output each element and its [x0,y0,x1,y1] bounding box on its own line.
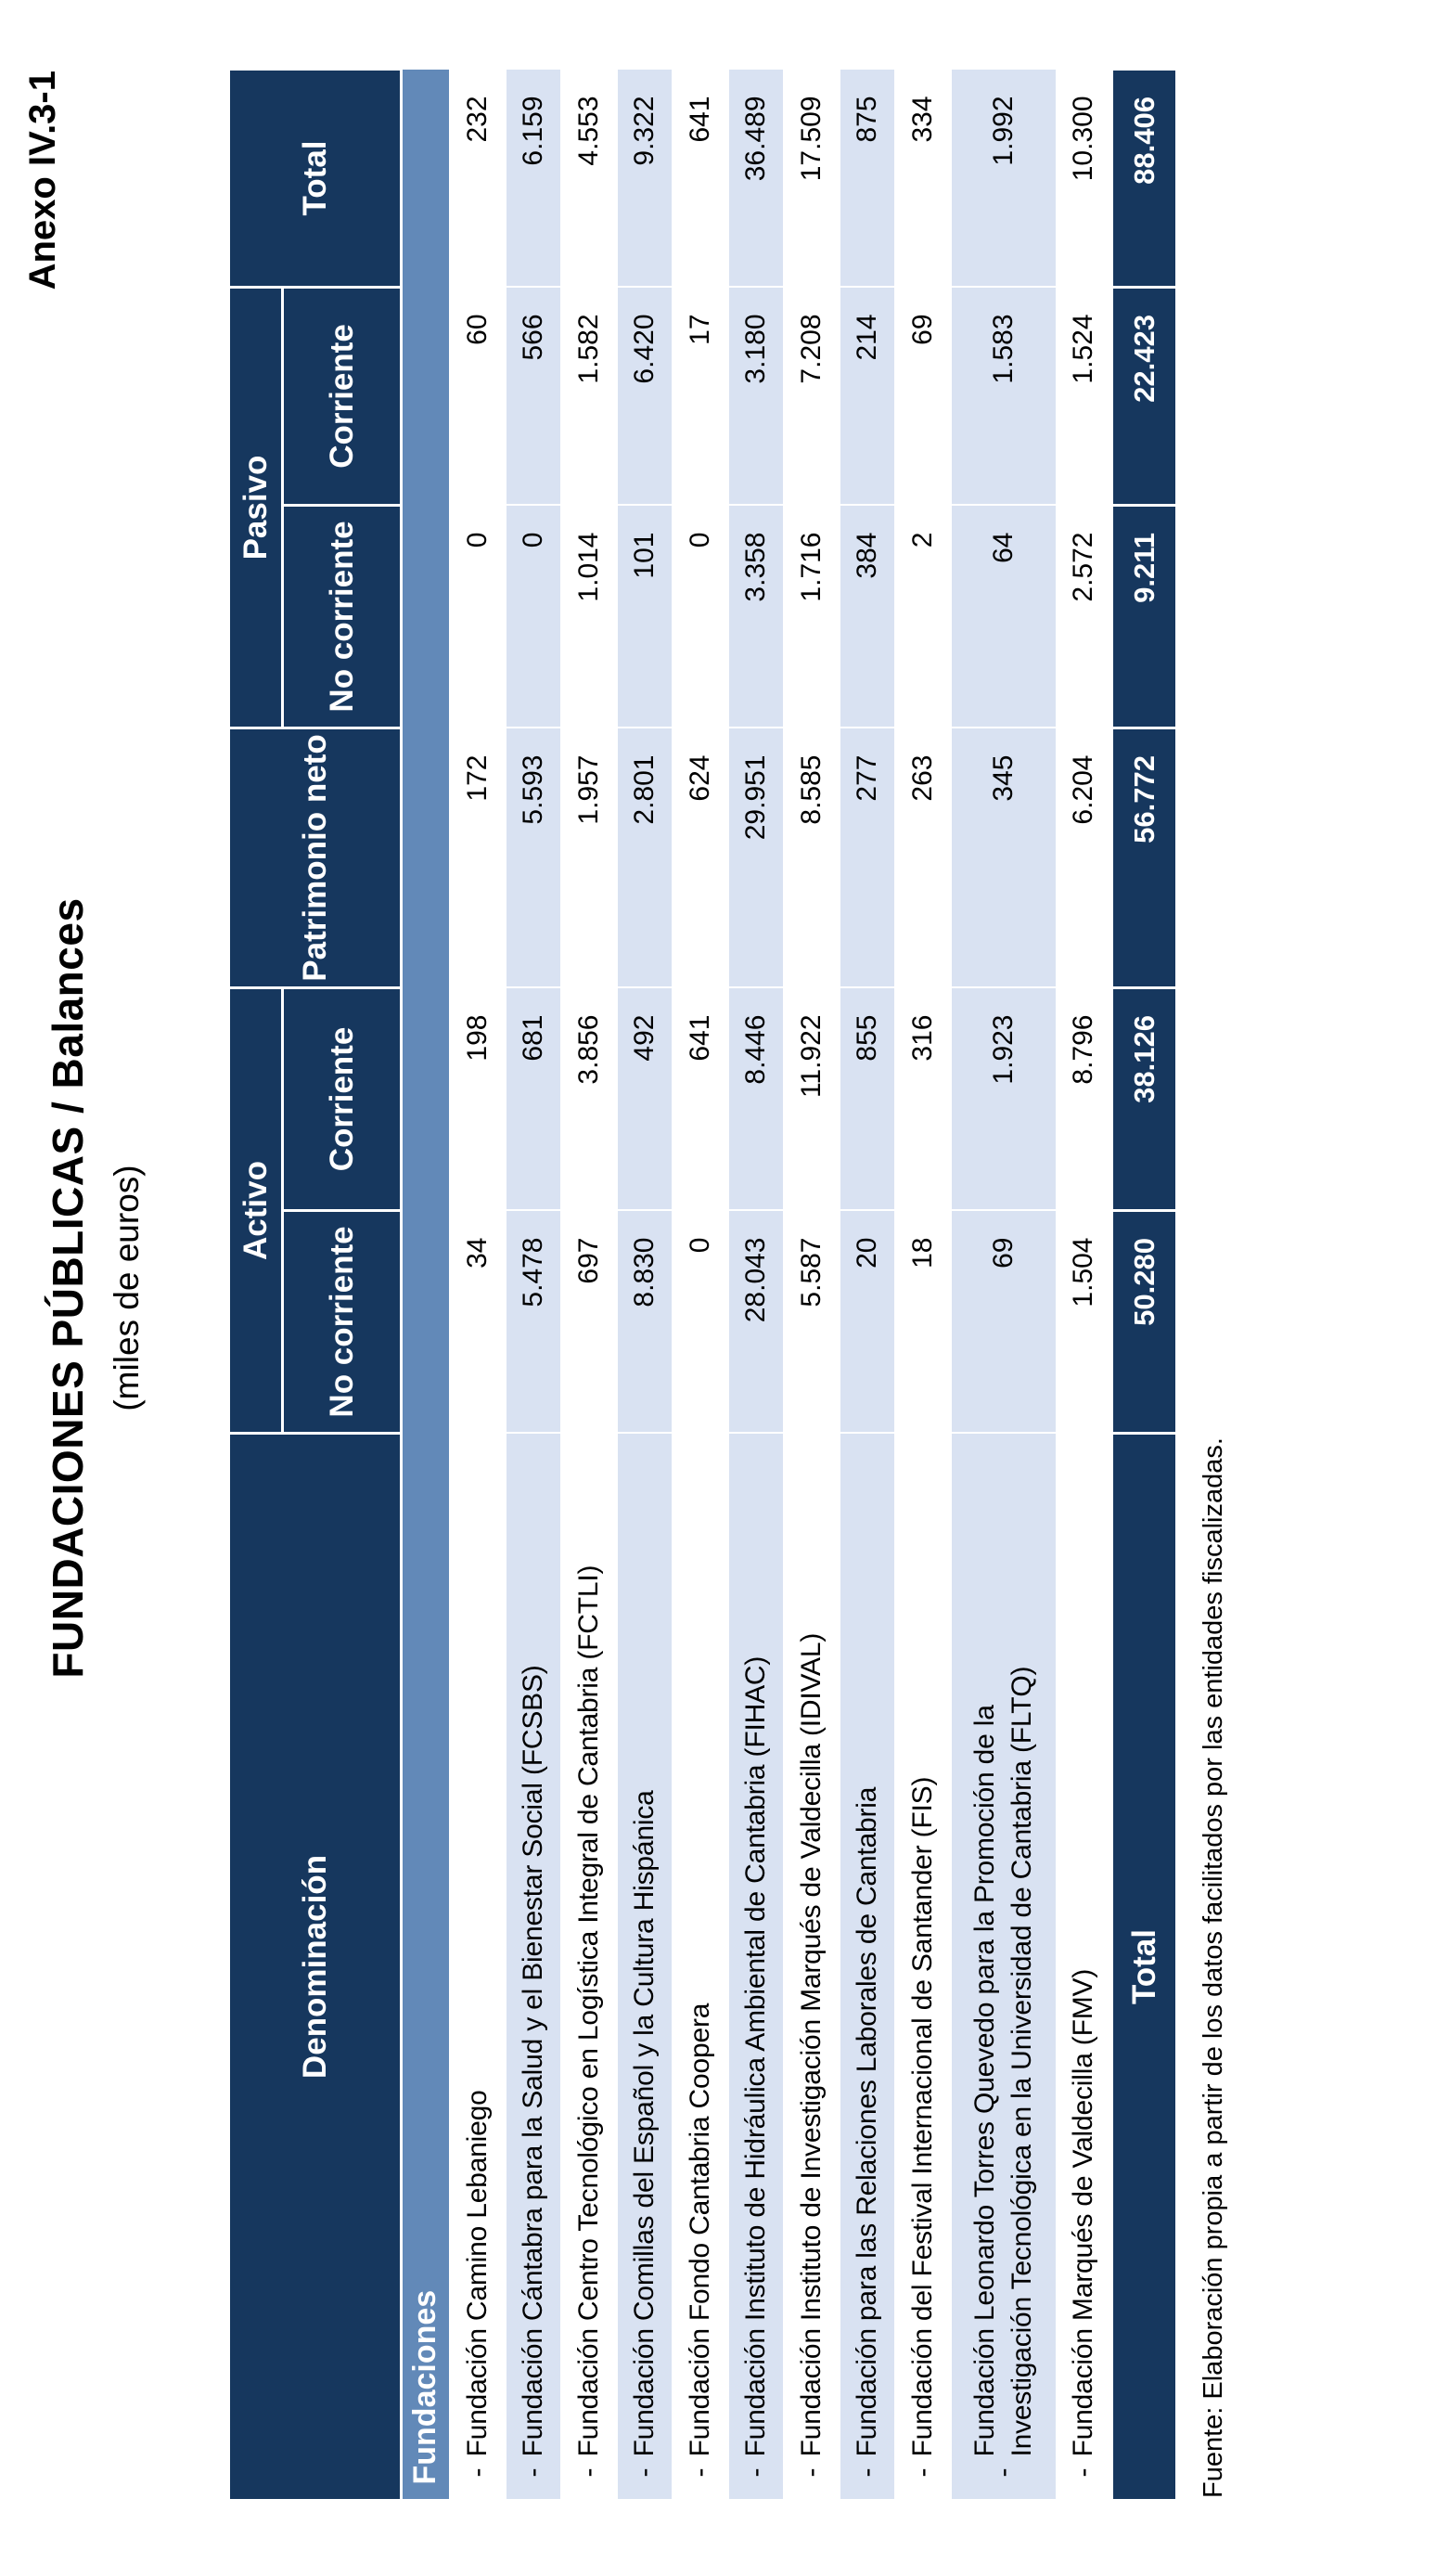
cell-total: 232 [450,69,506,287]
cell-total: 10.300 [1057,69,1112,287]
table-row [840,69,895,2500]
cell-activo-no-corriente: 34 [450,1211,506,1434]
cell-foundation-name [1057,1434,1112,2501]
col-header-total: Total [229,69,402,287]
bullet-dash: - [987,2467,1019,2478]
cell-patrimonio-neto: 1.957 [561,728,617,988]
cell-patrimonio-neto: 263 [895,728,951,988]
cell-pasivo-no-corriente: 3.358 [728,506,784,728]
cell-activo-corriente: 3.856 [561,988,617,1211]
foundation-name-line: Fundación Fondo Cantabria Coopera [684,2003,715,2457]
cell-activo-corriente: 8.796 [1057,988,1112,1211]
cell-patrimonio-neto: 5.593 [506,728,561,988]
cell-foundation-name [728,1434,784,2501]
total-patrimonio-neto: 56.772 [1112,728,1177,988]
total-pasivo-corriente: 22.423 [1112,287,1177,505]
cell-pasivo-corriente: 69 [895,287,951,505]
cell-activo-corriente: 316 [895,988,951,1211]
cell-foundation-name [561,1434,617,2501]
foundation-name-line: Fundación Marqués de Valdecilla (FMV) [1068,1968,1099,2457]
cell-pasivo-corriente: 6.420 [617,287,673,505]
cell-activo-corriente: 855 [840,988,895,1211]
cell-foundation-name [784,1434,840,2501]
cell-activo-corriente: 8.446 [728,988,784,1211]
cell-activo-corriente: 492 [617,988,673,1211]
cell-activo-corriente: 11.922 [784,988,840,1211]
cell-pasivo-no-corriente: 384 [840,506,895,728]
cell-total: 641 [673,69,728,287]
table-row [895,69,951,2500]
col-header-pasivo-no-corriente: No corriente [283,506,402,728]
cell-activo-no-corriente: 69 [951,1211,1057,1434]
cell-patrimonio-neto: 2.801 [617,728,673,988]
cell-activo-no-corriente: 5.478 [506,1211,561,1434]
cell-pasivo-no-corriente: 101 [617,506,673,728]
total-row-label: Total [1112,1434,1177,2501]
cell-pasivo-corriente: 1.583 [951,287,1057,505]
cell-activo-no-corriente: 5.587 [784,1211,840,1434]
cell-pasivo-corriente: 60 [450,287,506,505]
cell-total: 36.489 [728,69,784,287]
table-row [450,69,506,2500]
bullet-dash: - [461,2467,493,2478]
total-activo-corriente: 38.126 [1112,988,1177,1211]
cell-pasivo-no-corriente: 64 [951,506,1057,728]
cell-total: 17.509 [784,69,840,287]
bullet-dash: - [851,2467,882,2478]
cell-foundation-name [506,1434,561,2501]
cell-total: 6.159 [506,69,561,287]
cell-pasivo-no-corriente: 1.014 [561,506,617,728]
section-fundaciones-label: Fundaciones [402,69,450,2500]
cell-activo-no-corriente: 20 [840,1211,895,1434]
bullet-dash: - [517,2467,548,2478]
table-row [506,69,561,2500]
col-header-denominacion: Denominación [229,1434,402,2501]
table-row [673,69,728,2500]
cell-pasivo-corriente: 7.208 [784,287,840,505]
col-header-activo-no-corriente: No corriente [283,1211,402,1434]
table-row [561,69,617,2500]
bullet-dash: - [906,2467,938,2478]
foundation-name-line: Fundación Leonardo Torres Quevedo para la Promoción de la [968,1705,1000,2457]
total-pasivo-no-corriente: 9.211 [1112,506,1177,728]
cell-total: 9.322 [617,69,673,287]
foundation-name-line: Fundación Camino Lebaniego [461,2090,493,2457]
bullet-dash: - [739,2467,771,2478]
section-row [402,69,450,2500]
cell-activo-no-corriente: 697 [561,1211,617,1434]
cell-patrimonio-neto: 172 [450,728,506,988]
cell-activo-no-corriente: 18 [895,1211,951,1434]
cell-foundation-name [450,1434,506,2501]
col-header-pasivo-corriente: Corriente [283,287,402,505]
cell-patrimonio-neto: 8.585 [784,728,840,988]
cell-pasivo-no-corriente: 1.716 [784,506,840,728]
bullet-dash: - [1068,2467,1099,2478]
table-header [229,69,402,2500]
cell-pasivo-corriente: 1.582 [561,287,617,505]
cell-foundation-name [617,1434,673,2501]
cell-activo-no-corriente: 28.043 [728,1211,784,1434]
foundation-name-line: Fundación Instituto de Investigación Marqués de Valdecilla (IDIVAL) [795,1632,827,2457]
cell-pasivo-no-corriente: 2 [895,506,951,728]
table-row [1057,69,1112,2500]
total-row [1112,69,1177,2500]
bullet-dash: - [684,2467,715,2478]
cell-activo-corriente: 1.923 [951,988,1057,1211]
cell-patrimonio-neto: 345 [951,728,1057,988]
cell-pasivo-corriente: 17 [673,287,728,505]
cell-patrimonio-neto: 277 [840,728,895,988]
foundation-name-line: Investigación Tecnológica en la Universidad de Cantabria (FLTQ) [1006,1666,1037,2457]
foundation-name-line: Fundación Cántabra para la Salud y el Bienestar Social (FCSBS) [517,1665,548,2457]
cell-foundation-name [840,1434,895,2501]
table-row [728,69,784,2500]
table-row [784,69,840,2500]
col-group-activo: Activo [229,988,283,1434]
cell-total: 334 [895,69,951,287]
anexo-label: Anexo IV.3-1 [22,71,63,290]
foundation-name-line: Fundación para las Relaciones Laborales de Cantabria [851,1786,882,2457]
cell-pasivo-no-corriente: 2.572 [1057,506,1112,728]
cell-total: 1.992 [951,69,1057,287]
cell-patrimonio-neto: 624 [673,728,728,988]
cell-pasivo-no-corriente: 0 [673,506,728,728]
page-subtitle: (miles de euros) [108,1165,146,1411]
cell-patrimonio-neto: 29.951 [728,728,784,988]
table-row [617,69,673,2500]
cell-activo-no-corriente: 0 [673,1211,728,1434]
source-note: Fuente: Elaboración propia a partir de los datos facilitados por las entidades fiscalizadas. [1199,1437,1228,2498]
table-row [951,69,1057,2500]
foundation-name-line: Fundación Comillas del Español y la Cultura Hispánica [628,1790,660,2457]
col-group-pasivo: Pasivo [229,287,283,728]
cell-pasivo-corriente: 214 [840,287,895,505]
cell-activo-corriente: 198 [450,988,506,1211]
cell-pasivo-no-corriente: 0 [506,506,561,728]
col-header-activo-corriente: Corriente [283,988,402,1211]
cell-pasivo-no-corriente: 0 [450,506,506,728]
cell-total: 4.553 [561,69,617,287]
cell-pasivo-corriente: 1.524 [1057,287,1112,505]
bullet-dash: - [572,2467,604,2478]
total-activo-no-corriente: 50.280 [1112,1211,1177,1434]
cell-activo-corriente: 681 [506,988,561,1211]
cell-foundation-name [895,1434,951,2501]
foundation-name-line: Fundación Instituto de Hidráulica Ambiental de Cantabria (FIHAC) [739,1655,771,2457]
total-total: 88.406 [1112,69,1177,287]
bullet-dash: - [628,2467,660,2478]
bullet-dash: - [795,2467,827,2478]
col-header-patrimonio-neto: Patrimonio neto [229,728,402,988]
cell-patrimonio-neto: 6.204 [1057,728,1112,988]
cell-activo-no-corriente: 1.504 [1057,1211,1112,1434]
cell-foundation-name [951,1434,1057,2501]
page-title: FUNDACIONES PÚBLICAS / Balances [44,897,92,1679]
cell-total: 875 [840,69,895,287]
balances-table [227,68,1178,2502]
cell-pasivo-corriente: 566 [506,287,561,505]
cell-pasivo-corriente: 3.180 [728,287,784,505]
cell-activo-no-corriente: 8.830 [617,1211,673,1434]
cell-activo-corriente: 641 [673,988,728,1211]
foundation-name-line: Fundación del Festival Internacional de Santander (FIS) [906,1776,938,2457]
cell-foundation-name [673,1434,728,2501]
foundation-name-line: Fundación Centro Tecnológico en Logística Integral de Cantabria (FCTLI) [572,1565,604,2457]
